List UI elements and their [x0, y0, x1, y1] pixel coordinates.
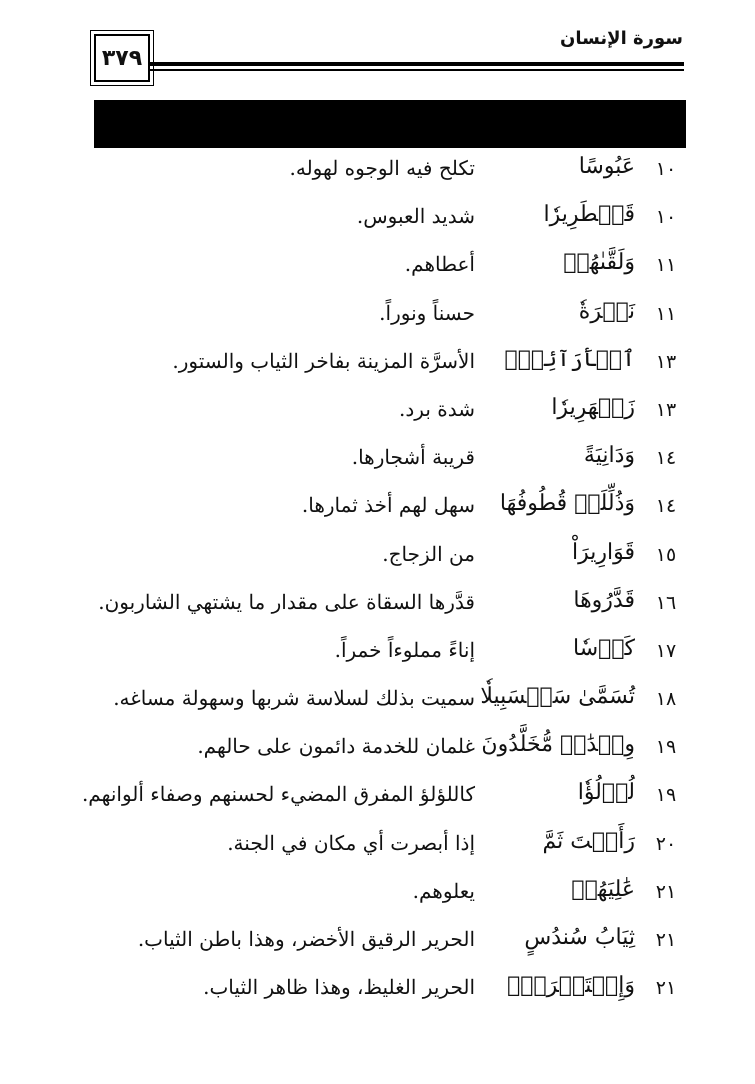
quran-word: قَمۡطَرِيرٗا [543, 202, 635, 228]
list-item [0, 967, 755, 1015]
list-item [0, 244, 755, 292]
verse-number: ١٣ [655, 398, 677, 421]
verse-number: ١٩ [655, 784, 677, 807]
list-item [0, 823, 755, 871]
quran-word: لُؤۡلُؤٗا [577, 780, 635, 806]
verse-number: ١٧ [655, 639, 677, 662]
verse-number: ٢١ [655, 880, 677, 903]
verse-number: ٢١ [655, 977, 677, 1000]
quran-word: زَمۡهَرِيرٗا [551, 394, 635, 420]
verse-number: ١١ [655, 302, 677, 325]
word-meaning: يعلوهم. [412, 878, 475, 903]
word-meaning: الحرير الرقيق الأخضر، وهذا باطن الثياب. [137, 927, 475, 951]
black-header-band [94, 100, 686, 148]
list-item [0, 485, 755, 533]
list-item [0, 534, 755, 582]
word-meaning: إناءً مملوءاً خمراً. [334, 637, 475, 662]
page-number: ٣٧٩ [94, 34, 150, 82]
word-meaning: شديد العبوس. [356, 204, 475, 229]
quran-word: رَأَيۡتَ ثَمَّ [542, 828, 635, 854]
verse-number: ٢٠ [655, 832, 677, 855]
quran-word: وِلۡدَٰنٞ مُّخَلَّدُونَ [481, 732, 635, 758]
quran-word: وَذُلِّلَتۡ قُطُوفُهَا [499, 491, 635, 517]
list-item [0, 919, 755, 967]
header-rule-thin [150, 69, 684, 71]
word-meaning: شدة برد. [399, 396, 475, 421]
page-header [0, 0, 755, 100]
verse-number: ١٤ [655, 495, 677, 518]
quran-word: تُسَمَّىٰ سَلۡسَبِيلٗا [480, 684, 635, 710]
verse-number: ٢١ [655, 929, 677, 951]
verse-number: ١٤ [655, 447, 677, 470]
quran-word: نَضۡرَةٗ [578, 298, 635, 324]
list-item [0, 871, 755, 919]
quran-word: عَٰلِيَهُمۡ [571, 876, 635, 902]
verse-number: ١٦ [655, 591, 677, 614]
list-item [0, 196, 755, 244]
word-meaning: حسناً ونوراً. [379, 300, 475, 325]
word-meaning: غلمان للخدمة دائمون على حالهم. [197, 734, 475, 759]
verse-number: ١٥ [655, 543, 677, 566]
list-item [0, 148, 755, 196]
verse-number: ١١ [655, 254, 677, 277]
quran-word: كَأۡسٗا [572, 635, 635, 661]
word-meaning: قدَّرها السقاة على مقدار ما يشتهي الشاربون. [98, 589, 475, 614]
word-meaning: الحرير الغليظ، وهذا ظاهر الثياب. [203, 975, 475, 1000]
verse-number: ١٠ [655, 158, 677, 180]
word-meaning: كاللؤلؤ المفرق المضيء لحسنهم وصفاء ألوانهم. [81, 782, 475, 807]
vocabulary-list [0, 148, 755, 1015]
word-meaning: قريبة أشجارها. [351, 445, 475, 470]
verse-number: ١٨ [655, 688, 677, 711]
word-meaning: تكلح فيه الوجوه لهوله. [289, 156, 475, 180]
list-item [0, 389, 755, 437]
list-item [0, 726, 755, 774]
quran-word: قَدَّرُوهَا [573, 587, 635, 613]
quran-word: وَلَقَّىٰهُمۡ [563, 250, 635, 276]
word-meaning: الأسرَّة المزينة بفاخر الثياب والستور. [172, 348, 475, 373]
list-item [0, 341, 755, 389]
list-item [0, 582, 755, 630]
quran-word: وَدَانِيَةً [583, 443, 635, 469]
word-meaning: من الزجاج. [382, 541, 475, 566]
quran-word: عَبُوسًا [578, 154, 635, 179]
list-item [0, 437, 755, 485]
list-item [0, 293, 755, 341]
quran-word: وَإِسۡتَبۡرَقٞۖ [507, 973, 635, 999]
quran-word: ثِيَابُ سُندُسٍ [524, 925, 635, 950]
verse-number: ١٩ [655, 736, 677, 759]
surah-title: سورة الإنسان [559, 28, 683, 49]
verse-number: ١٠ [655, 206, 677, 229]
word-meaning: سهل لهم أخذ ثمارها. [301, 493, 475, 518]
list-item [0, 630, 755, 678]
quran-word: ٱلۡأَرَآئِكِۖ [504, 346, 635, 372]
quran-word: قَوَارِيرَاْ [572, 539, 635, 565]
word-meaning: سميت بذلك لسلاسة شربها وسهولة مساغه. [113, 686, 475, 711]
word-meaning: إذا أبصرت أي مكان في الجنة. [227, 830, 475, 855]
list-item [0, 678, 755, 726]
list-item [0, 774, 755, 822]
verse-number: ١٣ [655, 350, 677, 373]
header-rule-thick [150, 62, 684, 66]
word-meaning: أعطاهم. [404, 252, 475, 277]
